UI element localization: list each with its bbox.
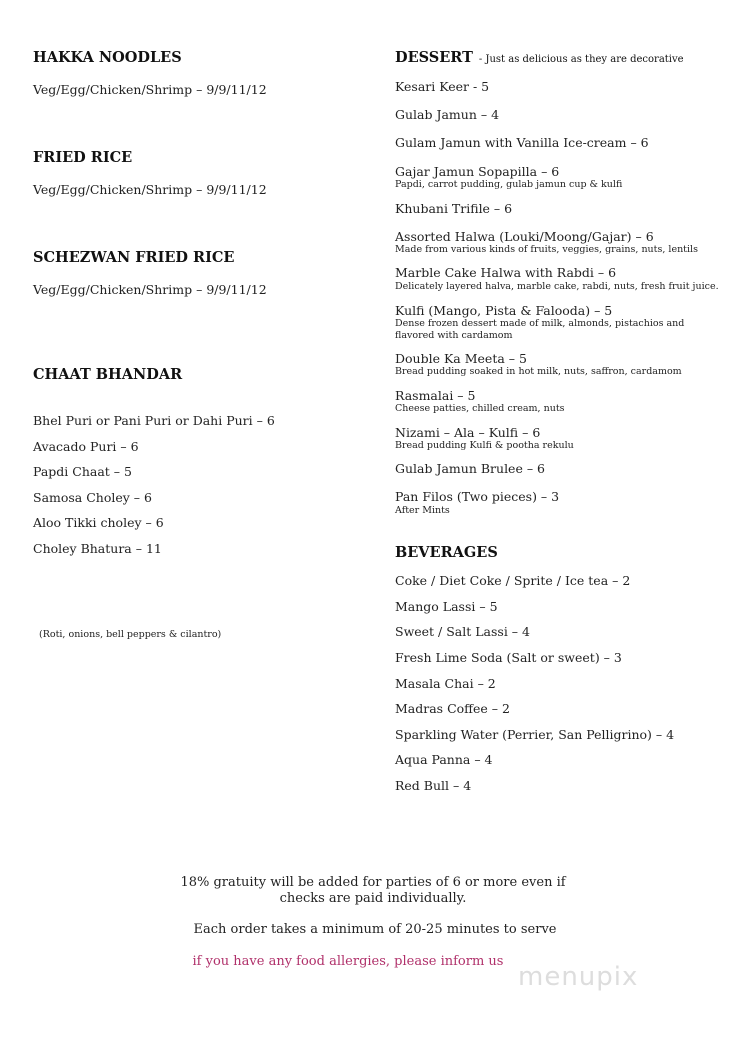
dessert-desc: Bread pudding Kulfi & pootha rekulu [395,440,574,451]
fried-rice-item: Veg/Egg/Chicken/Shrimp – 9/9/11/12 [33,182,267,197]
allergy-note: if you have any food allergies, please inform us [192,954,504,969]
dessert-item: Kesari Keer - 5 [395,79,490,94]
schezwan-heading: SCHEZWAN FRIED RICE [33,249,235,266]
beverage-item: Mango Lassi – 5 [395,599,498,614]
beverage-item: Aqua Panna – 4 [395,752,493,767]
dessert-item: Gajar Jamun Sopapilla – 6 [395,164,560,179]
beverages-heading: BEVERAGES [395,544,498,561]
chaat-note: (Roti, onions, bell peppers & cilantro) [39,629,222,640]
dessert-desc: Papdi, carrot pudding, gulab jamun cup & kulfi [395,179,623,190]
dessert-item: Rasmalai – 5 [395,388,476,403]
dessert-item: Nizami – Ala – Kulfi – 6 [395,425,541,440]
dessert-desc: After Mints [395,505,450,516]
dessert-item: Kulfi (Mango, Pista & Falooda) – 5 [395,303,613,318]
dessert-item: Double Ka Meeta – 5 [395,351,527,366]
dessert-item: Marble Cake Halwa with Rabdi – 6 [395,265,617,280]
dessert-subtitle: - Just as delicious as they are decorative [478,54,684,65]
dessert-item: Pan Filos (Two pieces) – 3 [395,489,560,504]
chaat-item: Bhel Puri or Pani Puri or Dahi Puri – 6 [33,413,275,428]
schezwan-item: Veg/Egg/Chicken/Shrimp – 9/9/11/12 [33,282,267,297]
dessert-heading [395,49,684,66]
chaat-item: Choley Bhatura – 11 [33,541,162,556]
beverage-item: Masala Chai – 2 [395,676,496,691]
beverage-item: Sparkling Water (Perrier, San Pelligrino) – 4 [395,727,675,742]
gratuity-line-2: checks are paid individually. [279,891,467,906]
hakka-noodles-item: Veg/Egg/Chicken/Shrimp – 9/9/11/12 [33,82,267,97]
dessert-desc: Delicately layered halva, marble cake, rabdi, nuts, fresh fruit juice. [395,281,719,292]
dessert-desc: flavored with cardamom [395,330,513,341]
chaat-item: Avacado Puri – 6 [33,439,139,454]
dessert-item: Assorted Halwa (Louki/Moong/Gajar) – 6 [395,229,654,244]
dessert-desc: Bread pudding soaked in hot milk, nuts, saffron, cardamom [395,366,682,377]
dessert-desc: Made from various kinds of fruits, veggies, grains, nuts, lentils [395,244,698,255]
chaat-heading: CHAAT BHANDAR [33,366,183,383]
beverage-item: Coke / Diet Coke / Sprite / Ice tea – 2 [395,573,631,588]
beverage-item: Madras Coffee – 2 [395,701,510,716]
dessert-item: Khubani Trifile – 6 [395,201,513,216]
chaat-item: Aloo Tikki choley – 6 [33,515,164,530]
dessert-title: DESSERT [395,49,473,66]
hakka-noodles-heading: HAKKA NOODLES [33,49,182,66]
watermark-logo: menupix [518,962,639,992]
dessert-desc: Dense frozen dessert made of milk, almonds, pistachios and [395,318,685,329]
beverage-item: Red Bull – 4 [395,778,472,793]
wait-time-note: Each order takes a minimum of 20-25 minutes to serve [193,922,557,937]
chaat-item: Papdi Chaat – 5 [33,464,132,479]
gratuity-line-1: 18% gratuity will be added for parties of 6 or more even if [180,875,566,890]
dessert-item: Gulab Jamun – 4 [395,107,500,122]
dessert-item: Gulam Jamun with Vanilla Ice-cream – 6 [395,135,649,150]
fried-rice-heading: FRIED RICE [33,149,133,166]
chaat-item: Samosa Choley – 6 [33,490,152,505]
dessert-desc: Cheese patties, chilled cream, nuts [395,403,565,414]
dessert-item: Gulab Jamun Brulee – 6 [395,461,546,476]
beverage-item: Fresh Lime Soda (Salt or sweet) – 3 [395,650,622,665]
beverage-item: Sweet / Salt Lassi – 4 [395,624,530,639]
